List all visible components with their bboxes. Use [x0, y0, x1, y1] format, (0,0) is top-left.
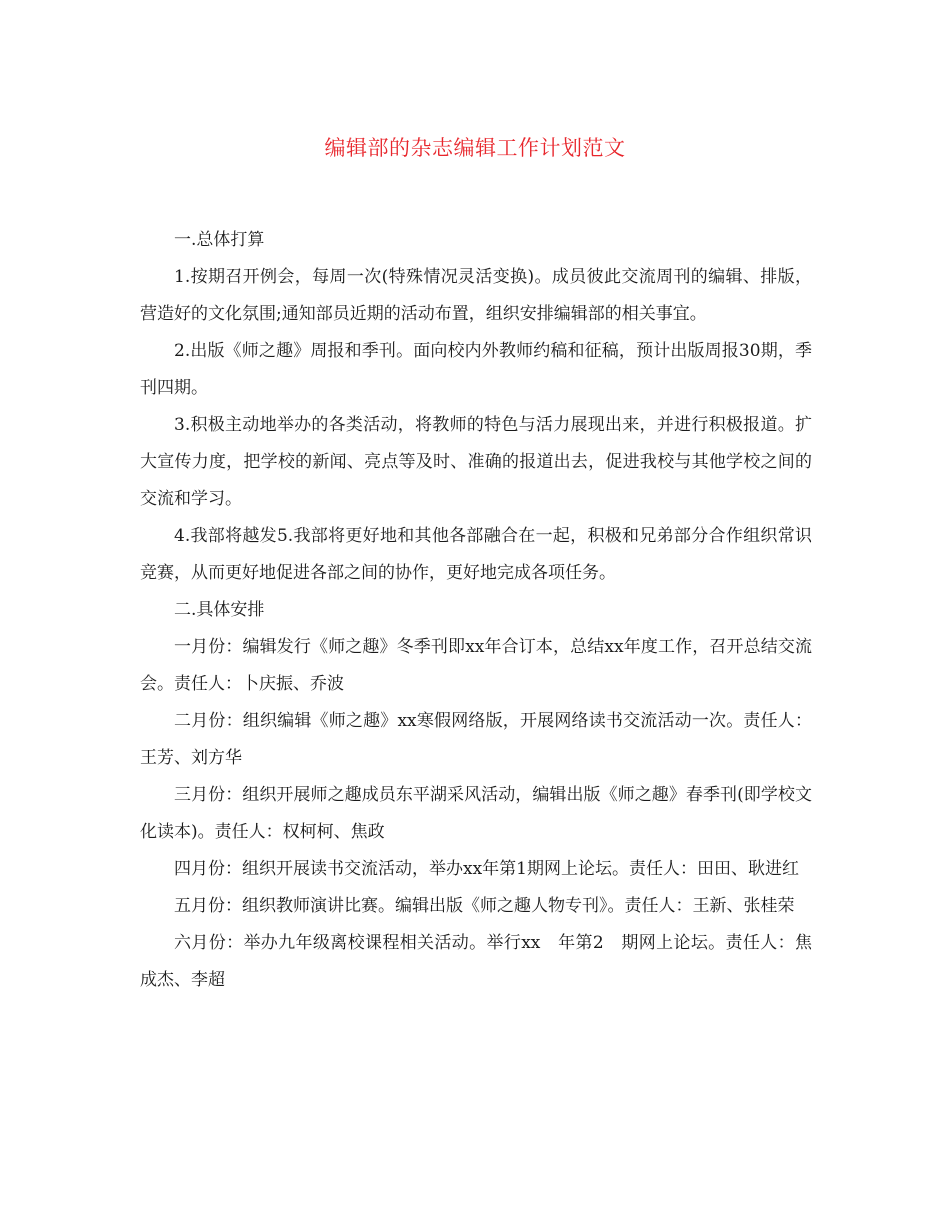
paragraph-item-3: 3.积极主动地举办的各类活动，将教师的特色与活力展现出来，并进行积极报道。扩大宣传力度，把学校的新闻、亮点等及时、准确的报道出去，促进我校与其他学校之间的交流和学习。: [140, 415, 812, 509]
schedule-february: 二月份：组织编辑《师之趣》xx寒假网络版，开展网络读书交流活动一次。责任人：王芳、刘方华: [140, 711, 812, 768]
section-heading-specific-arrangements: 二.具体安排: [174, 600, 265, 620]
document-body: [140, 222, 812, 999]
section-heading-overall-plan: 一.总体打算: [174, 230, 265, 250]
schedule-may: 五月份：组织教师演讲比赛。编辑出版《师之趣人物专刊》。责任人：王新、张桂荣: [174, 896, 795, 916]
paragraph-item-1: 1.按期召开例会，每周一次(特殊情况灵活变换)。成员彼此交流周刊的编辑、排版，营造好的文化氛围;通知部员近期的活动布置，组织安排编辑部的相关事宜。: [140, 267, 812, 324]
schedule-april: 四月份：组织开展读书交流活动，举办xx年第1期网上论坛。责任人：田田、耿进红: [174, 859, 799, 879]
schedule-march: 三月份：组织开展师之趣成员东平湖采风活动，编辑出版《师之趣》春季刊(即学校文化读本)。责任人：权柯柯、焦政: [140, 785, 812, 842]
paragraph-item-4: 4.我部将越发5.我部将更好地和其他各部融合在一起，积极和兄弟部分合作组织常识竞赛，从而更好地促进各部之间的协作，更好地完成各项任务。: [140, 526, 812, 583]
schedule-june: 六月份：举办九年级离校课程相关活动。举行xx 年第2 期网上论坛。责任人：焦成杰、李超: [140, 933, 812, 990]
paragraph-item-2: 2.出版《师之趣》周报和季刊。面向校内外教师约稿和征稿，预计出版周报30期，季刊四期。: [140, 341, 812, 398]
document-title: 编辑部的杂志编辑工作计划范文: [324, 136, 626, 160]
schedule-january: 一月份：编辑发行《师之趣》冬季刊即xx年合订本，总结xx年度工作，召开总结交流会。责任人：卜庆振、乔波: [140, 637, 812, 694]
